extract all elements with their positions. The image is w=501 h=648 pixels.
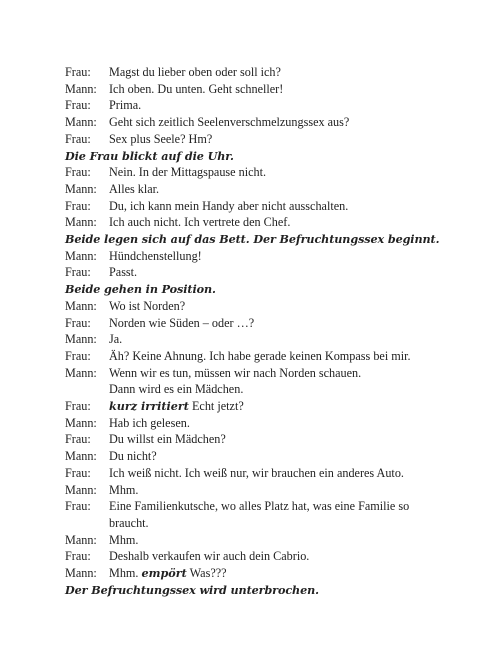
- speaker-name: Frau:: [65, 165, 91, 180]
- dialogue-text-content: Echt jetzt?: [191, 399, 244, 414]
- speaker-name: Mann:: [65, 482, 97, 497]
- dialogue-line: [65, 81, 465, 98]
- dialogue-text: [109, 348, 454, 365]
- dialogue-line: [65, 131, 465, 148]
- speaker-name: Mann:: [65, 332, 97, 347]
- dialogue-text: [109, 64, 454, 81]
- dialogue-text: [109, 482, 454, 499]
- speaker-name: Frau:: [65, 198, 91, 213]
- dialogue-text: [109, 315, 454, 332]
- dialogue-text-content: Hündchenstellung!: [109, 248, 202, 263]
- dialogue-text-content: Geht sich zeitlich Seelenverschmelzungssex aus?: [109, 115, 350, 130]
- dialogue-line: [65, 415, 465, 432]
- speaker-name: Mann:: [65, 449, 97, 464]
- dialogue-text: [109, 81, 454, 98]
- dialogue-text: [109, 448, 454, 465]
- dialogue-text: [109, 465, 454, 482]
- dialogue-text: [109, 181, 454, 198]
- speaker-name: Mann:: [65, 115, 97, 130]
- speaker-name: Mann:: [65, 248, 97, 263]
- speaker-name: Frau:: [65, 131, 91, 146]
- dialogue-line: [65, 315, 465, 332]
- speaker-name: Mann:: [65, 415, 97, 430]
- dialogue-text-content: Wo ist Norden?: [109, 298, 186, 313]
- dialogue-text-content: Eine Familienkutsche, wo alles Platz hat, was eine Familie so braucht.: [109, 499, 410, 530]
- dialogue-text-content: Ja.: [109, 332, 123, 347]
- dialogue-line: [65, 348, 465, 365]
- dialogue-text-before: Mhm.: [109, 566, 139, 581]
- dialogue-line: [65, 565, 465, 582]
- stage-direction: [65, 231, 465, 248]
- speaker-name: Frau:: [65, 265, 91, 280]
- speaker-name: Frau:: [65, 499, 91, 514]
- stage-direction-text: Der Befruchtungssex wird unterbrochen.: [65, 582, 319, 597]
- dialogue-line: [65, 181, 465, 198]
- dialogue-text: [109, 565, 454, 582]
- dialogue-text-content: Mhm.: [109, 482, 139, 497]
- dialogue-line: [65, 465, 465, 482]
- dialogue-text: [109, 131, 454, 148]
- dialogue-text-content: Norden wie Süden – oder …?: [109, 315, 255, 330]
- dialogue-line: [65, 248, 465, 265]
- dialogue-text-content: Du willst ein Mädchen?: [109, 432, 226, 447]
- dialogue-text-content: Passt.: [109, 265, 138, 280]
- dialogue-text: [109, 415, 454, 432]
- dialogue-text: [109, 548, 454, 565]
- dialogue-text-content: Wenn wir es tun, müssen wir nach Norden schauen. Dann wird es ein Mädchen.: [109, 365, 362, 397]
- dialogue-text-content: Was???: [189, 566, 227, 581]
- dialogue-line: [65, 214, 465, 231]
- inline-stage-direction: empört: [141, 566, 187, 581]
- dialogue-text-content: Du nicht?: [109, 449, 157, 464]
- dialogue-text: [109, 365, 454, 398]
- stage-direction-text: Die Frau blickt auf die Uhr.: [65, 148, 234, 163]
- dialogue-text-content: Ich weiß nicht. Ich weiß nur, wir brauchen ein anderes Auto.: [109, 465, 404, 480]
- dialogue-text-content: Du, ich kann mein Handy aber nicht ausschalten.: [109, 198, 349, 213]
- dialogue-line: [65, 482, 465, 499]
- speaker-name: Frau:: [65, 465, 91, 480]
- dialogue-line: [65, 264, 465, 281]
- stage-direction: [65, 582, 465, 599]
- dialogue-text: [109, 398, 454, 415]
- dialogue-line: [65, 365, 465, 398]
- dialogue-text-content: Nein. In der Mittagspause nicht.: [109, 165, 267, 180]
- stage-direction: [65, 148, 465, 165]
- dialogue-text: [109, 97, 454, 114]
- dialogue-text: [109, 114, 454, 131]
- inline-stage-direction: kurz irritiert: [109, 399, 189, 414]
- speaker-name: Mann:: [65, 81, 97, 96]
- stage-direction: [65, 281, 465, 298]
- speaker-name: Mann:: [65, 298, 97, 313]
- dialogue-text-content: Alles klar.: [109, 181, 160, 196]
- dialogue-text-content: Hab ich gelesen.: [109, 415, 190, 430]
- dialogue-text: [109, 264, 454, 281]
- speaker-name: Mann:: [65, 365, 97, 380]
- dialogue-text-content: Ich auch nicht. Ich vertrete den Chef.: [109, 215, 291, 230]
- speaker-name: Mann:: [65, 532, 97, 547]
- stage-direction-text: Beide gehen in Position.: [65, 282, 216, 297]
- dialogue-text-content: Mhm.: [109, 532, 139, 547]
- dialogue-line: [65, 448, 465, 465]
- dialogue-text: [109, 331, 454, 348]
- speaker-name: Frau:: [65, 348, 91, 363]
- dialogue-line: [65, 164, 465, 181]
- speaker-name: Frau:: [65, 399, 91, 414]
- dialogue-line: [65, 532, 465, 549]
- dialogue-line: [65, 331, 465, 348]
- dialogue-text: [109, 214, 454, 231]
- speaker-name: Mann:: [65, 181, 97, 196]
- speaker-name: Frau:: [65, 65, 91, 79]
- dialogue-line: [65, 548, 465, 565]
- dialogue-text: [109, 198, 454, 215]
- dialogue-line: [65, 97, 465, 114]
- dialogue-text: [109, 298, 454, 315]
- speaker-name: Frau:: [65, 98, 91, 113]
- dialogue-script: [65, 64, 465, 599]
- dialogue-text: [109, 498, 454, 531]
- stage-direction-text: Beide legen sich auf das Bett. Der Befruchtungssex beginnt.: [65, 232, 440, 247]
- dialogue-text: [109, 164, 454, 181]
- dialogue-text-content: Ich oben. Du unten. Geht schneller!: [109, 81, 284, 96]
- speaker-name: Mann:: [65, 566, 97, 581]
- dialogue-text-content: Prima.: [109, 98, 142, 113]
- speaker-name: Frau:: [65, 549, 91, 564]
- dialogue-text-content: Magst du lieber oben oder soll ich?: [109, 65, 281, 79]
- speaker-name: Mann:: [65, 215, 97, 230]
- dialogue-line: [65, 498, 465, 531]
- dialogue-line: [65, 298, 465, 315]
- dialogue-line: [65, 64, 465, 81]
- dialogue-text-content: Äh? Keine Ahnung. Ich habe gerade keinen Kompass bei mir.: [109, 348, 411, 363]
- dialogue-text: [109, 248, 454, 265]
- dialogue-line: [65, 114, 465, 131]
- dialogue-text-content: Sex plus Seele? Hm?: [109, 131, 213, 146]
- speaker-name: Frau:: [65, 315, 91, 330]
- dialogue-line: [65, 431, 465, 448]
- speaker-name: Frau:: [65, 432, 91, 447]
- dialogue-text-content: Deshalb verkaufen wir auch dein Cabrio.: [109, 549, 310, 564]
- dialogue-text: [109, 431, 454, 448]
- dialogue-text: [109, 532, 454, 549]
- dialogue-line: [65, 398, 465, 415]
- dialogue-line: [65, 198, 465, 215]
